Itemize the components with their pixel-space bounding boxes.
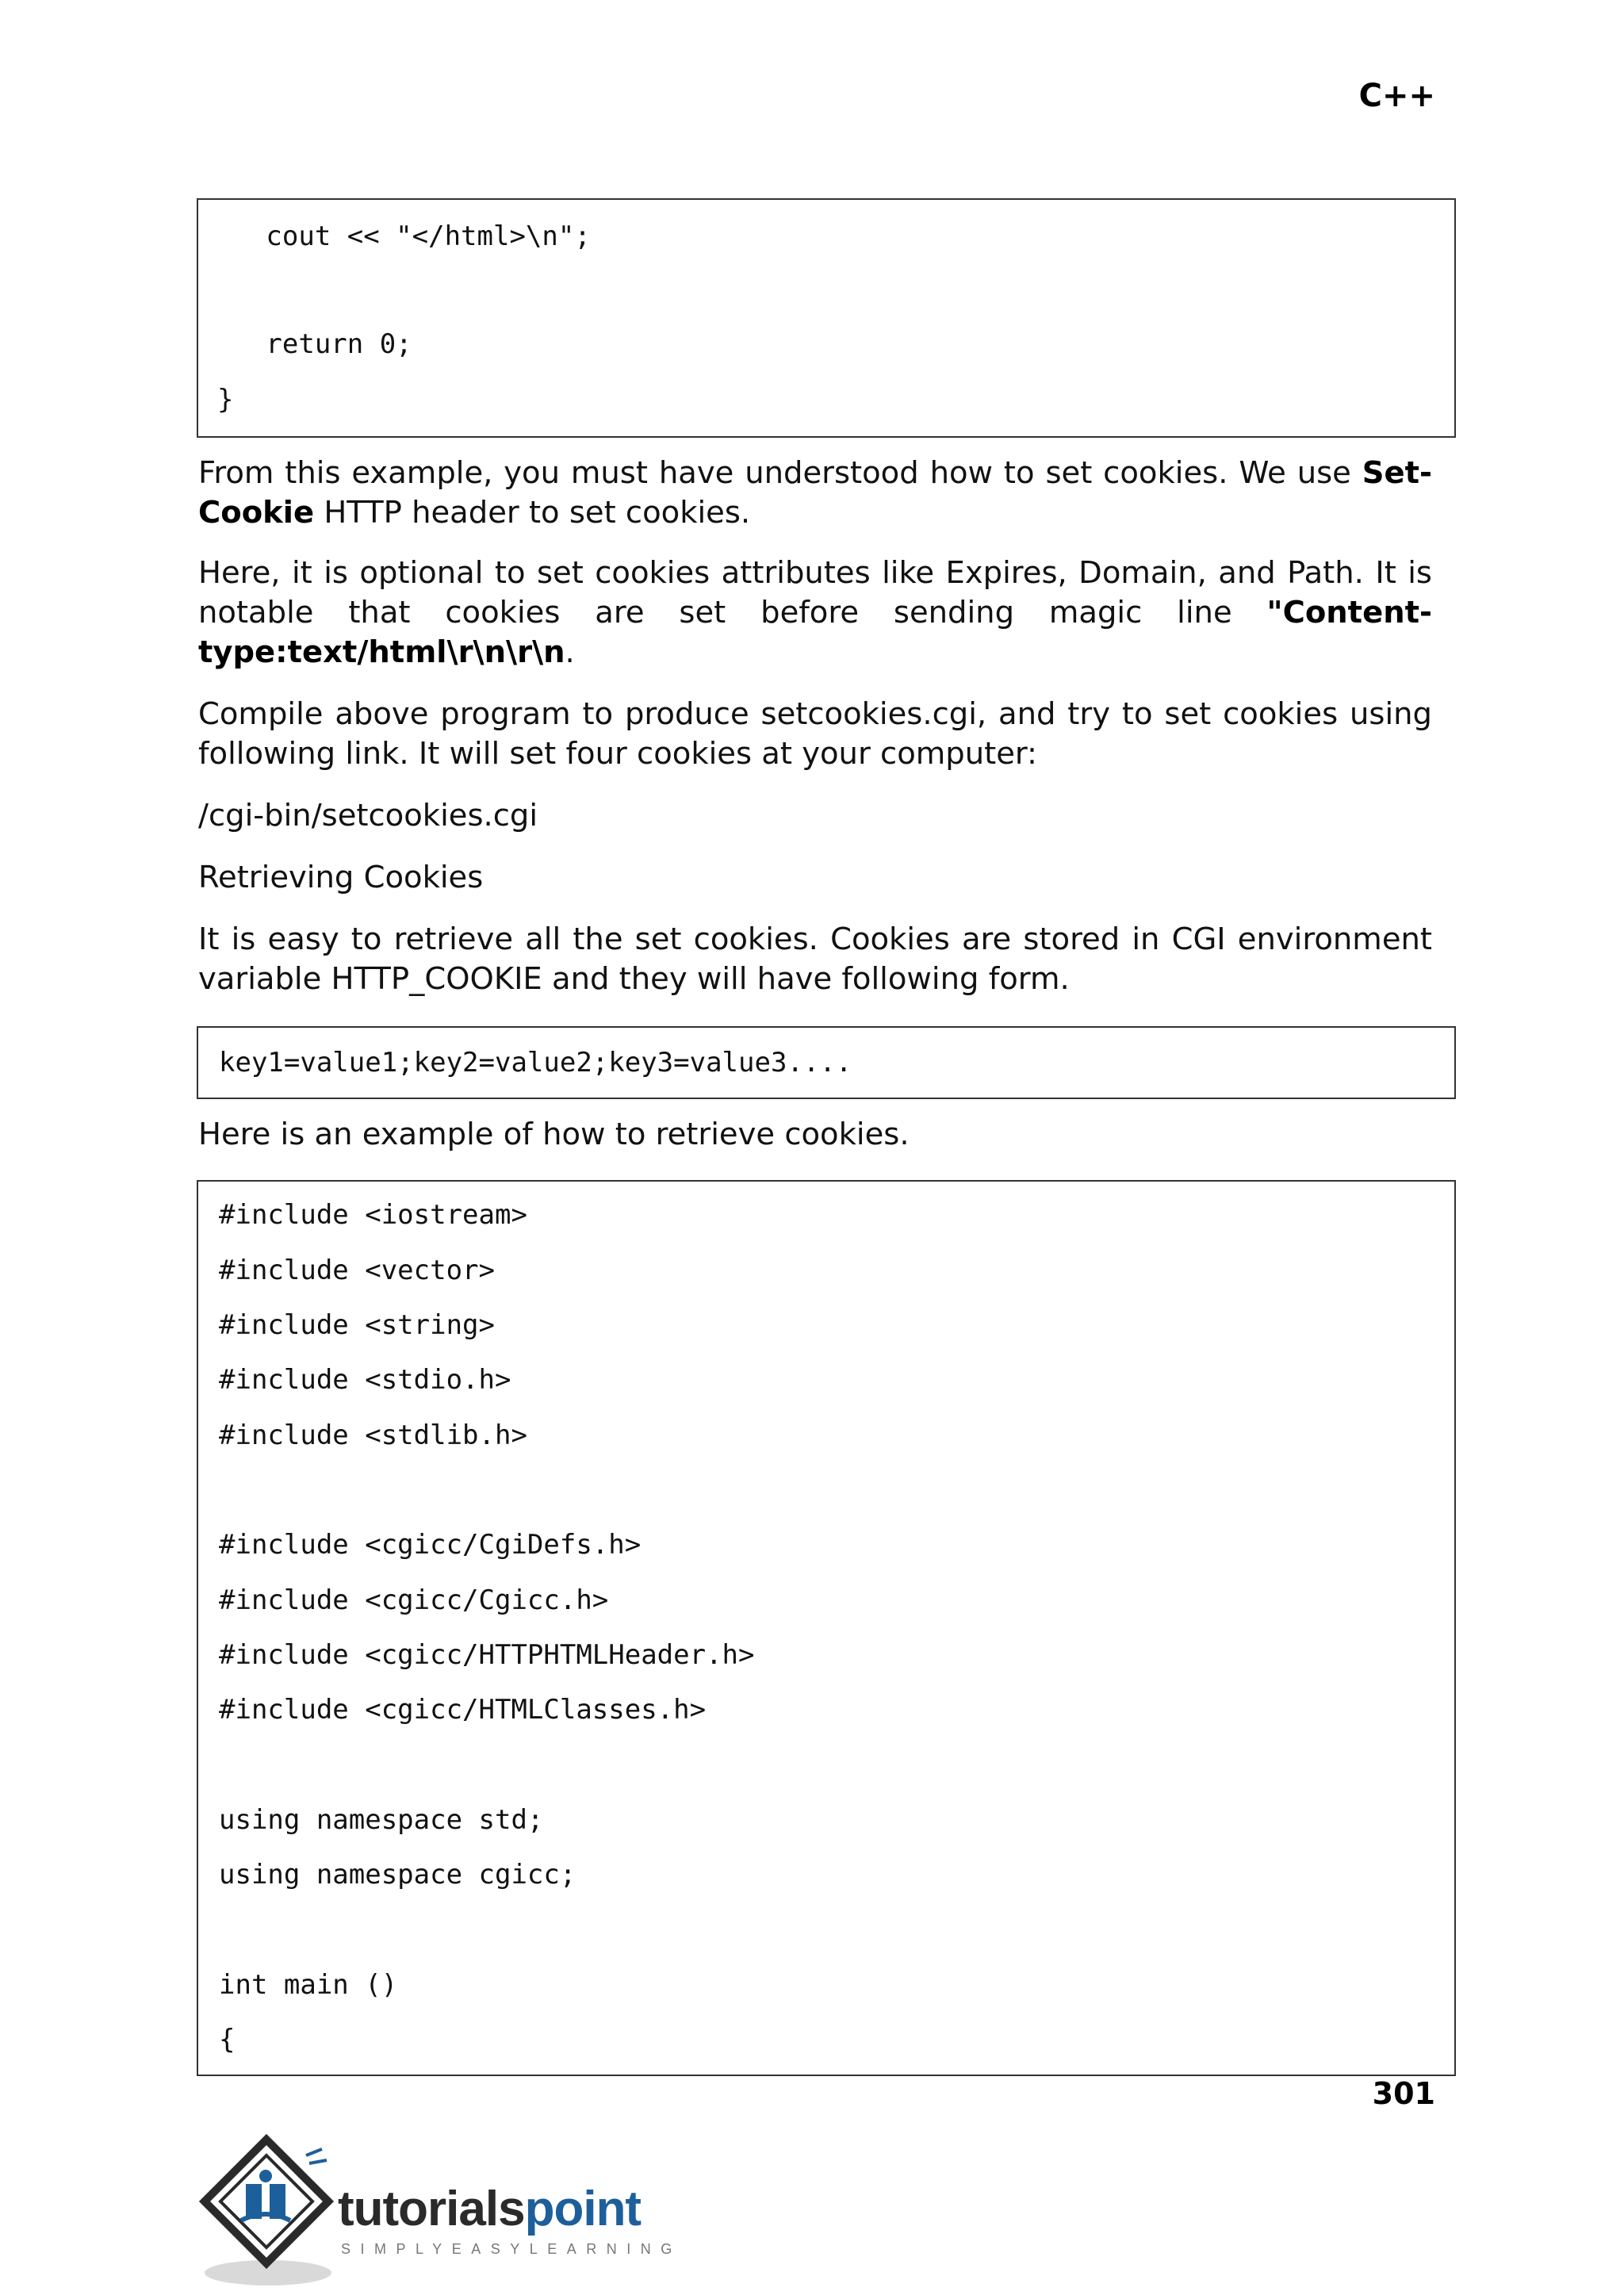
code-line: using namespace cgicc; <box>219 1859 576 1891</box>
paragraph-set-cookie <box>198 454 1432 533</box>
page-number: 301 <box>1372 2076 1435 2111</box>
paragraph-compile: Compile above program to produce setcookies.cgi, and try to set cookies using following link. It will set four cookies at your computer: <box>198 696 1432 772</box>
code-line: #include <string> <box>219 1309 495 1341</box>
code-block-3 <box>197 1180 1456 2076</box>
code-line: using namespace std; <box>219 1804 544 1836</box>
paragraph-text: Here, it is optional to set cookies attributes like Expires, Domain, and Path. It is notable that cookies are set before sending magic line <box>198 555 1432 630</box>
code-block-2 <box>197 1026 1456 1099</box>
code-line: cout << "</html>\n"; <box>217 220 591 252</box>
code-line: #include <stdlib.h> <box>219 1420 527 1451</box>
paragraph-example-intro: Here is an example of how to retrieve cookies. <box>198 1117 910 1152</box>
code-line: int main () <box>219 1969 398 2001</box>
logo-word-tutorials: tutorials <box>338 2182 525 2236</box>
paragraph-text: From this example, you must have understood how to set cookies. We use <box>198 455 1362 491</box>
code-line: #include <iostream> <box>219 1199 527 1231</box>
code-line: #include <vector> <box>219 1255 495 1286</box>
paragraph-text: HTTP header to set cookies. <box>314 495 751 531</box>
code-line: key1=value1;key2=value2;key3=value3.... <box>219 1047 852 1079</box>
code-line: return 0; <box>217 328 412 360</box>
logo-tagline: SIMPLYEASYLEARNING <box>341 2241 682 2257</box>
code-block-1 <box>197 198 1456 438</box>
section-heading: Retrieving Cookies <box>198 860 484 895</box>
link-setcookies[interactable]: /cgi-bin/setcookies.cgi <box>198 798 538 833</box>
code-line: #include <cgicc/CgiDefs.h> <box>219 1529 642 1561</box>
code-line: { <box>219 2024 236 2056</box>
paragraph-text: . <box>565 634 575 670</box>
code-line: #include <cgicc/Cgicc.h> <box>219 1584 609 1616</box>
code-line: #include <cgicc/HTMLClasses.h> <box>219 1694 707 1726</box>
paragraph-cookie-attributes <box>198 554 1432 672</box>
code-line: } <box>217 384 234 416</box>
tutorialspoint-logo <box>195 2132 687 2290</box>
page-header-title: C++ <box>1358 78 1435 114</box>
code-line: #include <stdio.h> <box>219 1364 511 1396</box>
logo-wordmark <box>338 2181 641 2237</box>
logo-word-point: point <box>524 2182 642 2236</box>
bold-term: "Content-type:text/html\r\n\r\n <box>198 595 1432 670</box>
paragraph-retrieve: It is easy to retrieve all the set cookies. Cookies are stored in CGI environment variable HTTP_COOKIE and they will have following form. <box>198 921 1432 997</box>
code-line: #include <cgicc/HTTPHTMLHeader.h> <box>219 1639 755 1671</box>
bold-term: Set-Cookie <box>198 455 1432 531</box>
logo-diamond-icon <box>195 2132 346 2290</box>
